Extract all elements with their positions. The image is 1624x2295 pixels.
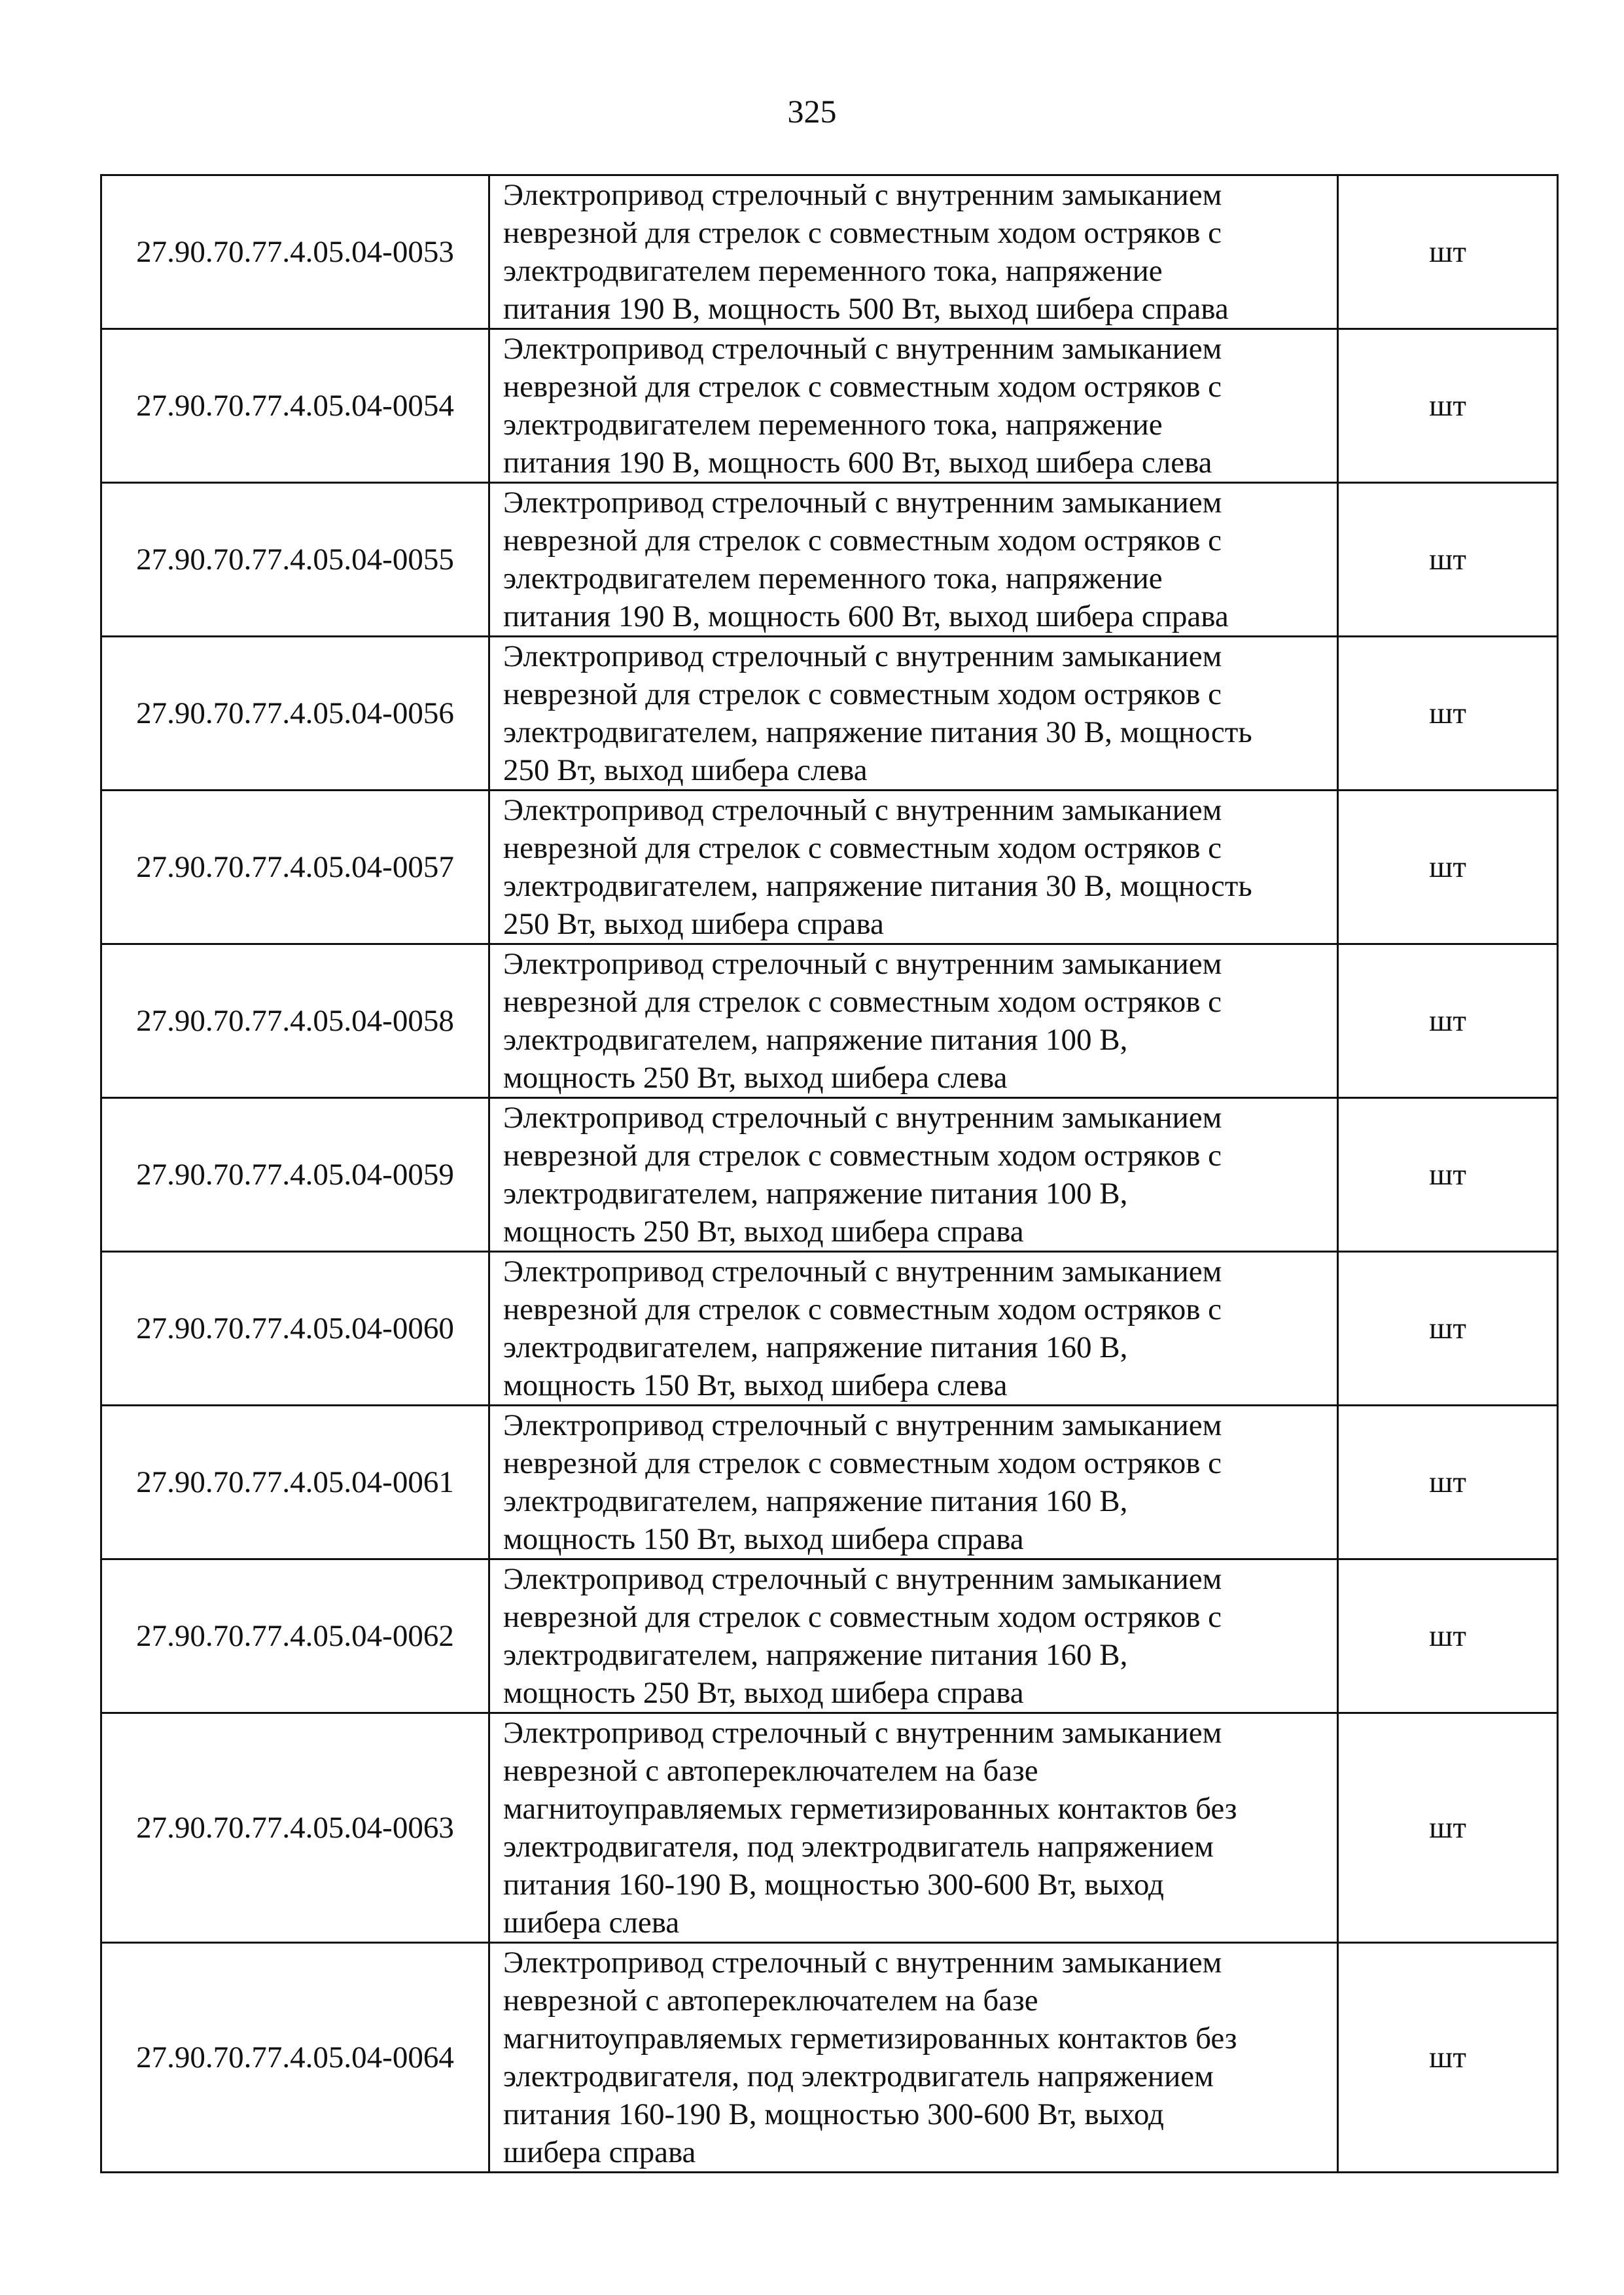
item-code-cell: 27.90.70.77.4.05.04-0054: [101, 329, 489, 483]
description-line: электродвигателем, напряжение питания 100 В,: [503, 1177, 1128, 1211]
description-line: неврезной с автопереключателем на базе: [503, 1984, 1038, 2018]
item-code-cell: 27.90.70.77.4.05.04-0061: [101, 1406, 489, 1559]
item-code-cell: 27.90.70.77.4.05.04-0063: [101, 1713, 489, 1943]
table-row: [101, 1943, 1558, 2173]
description-line: Электропривод стрелочный с внутренним замыканием: [503, 1408, 1222, 1442]
description-line: неврезной для стрелок с совместным ходом остряков с: [503, 216, 1222, 250]
item-code-cell: 27.90.70.77.4.05.04-0062: [101, 1559, 489, 1713]
item-code-cell: 27.90.70.77.4.05.04-0059: [101, 1098, 489, 1252]
description-line: электродвигателем, напряжение питания 30 В, мощность: [503, 869, 1252, 903]
item-description-cell: [489, 329, 1338, 483]
description-line: магнитоуправляемых герметизированных контактов без: [503, 2021, 1237, 2055]
description-line: электродвигателем, напряжение питания 160 В,: [503, 1330, 1128, 1364]
description-line: мощность 250 Вт, выход шибера справа: [503, 1215, 1024, 1249]
table-row: [101, 1252, 1558, 1406]
table-row: [101, 1559, 1558, 1713]
description-line: Электропривод стрелочный с внутренним замыканием: [503, 1562, 1222, 1596]
table-row: [101, 637, 1558, 791]
unit-cell: шт: [1338, 1098, 1558, 1252]
description-line: Электропривод стрелочный с внутренним замыканием: [503, 639, 1222, 673]
item-code-cell: 27.90.70.77.4.05.04-0053: [101, 175, 489, 329]
item-code-cell: 27.90.70.77.4.05.04-0057: [101, 791, 489, 944]
description-line: неврезной для стрелок с совместным ходом остряков с: [503, 1446, 1222, 1480]
unit-cell: шт: [1338, 1559, 1558, 1713]
description-line: Электропривод стрелочный с внутренним замыканием: [503, 793, 1222, 827]
description-line: неврезной для стрелок с совместным ходом остряков с: [503, 370, 1222, 404]
unit-cell: шт: [1338, 1713, 1558, 1943]
description-line: электродвигателем, напряжение питания 30 В, мощность: [503, 715, 1252, 749]
item-description-cell: [489, 483, 1338, 637]
description-line: неврезной для стрелок с совместным ходом остряков с: [503, 1600, 1222, 1634]
description-line: питания 190 В, мощность 600 Вт, выход шибера слева: [503, 446, 1212, 480]
description-line: Электропривод стрелочный с внутренним замыканием: [503, 1946, 1222, 1980]
description-line: электродвигателя, под электродвигатель напряжением: [503, 1830, 1214, 1864]
item-description-cell: [489, 1713, 1338, 1943]
description-line: мощность 150 Вт, выход шибера слева: [503, 1368, 1008, 1402]
description-line: неврезной для стрелок с совместным ходом остряков с: [503, 524, 1222, 558]
item-description-cell: [489, 1252, 1338, 1406]
description-line: электродвигателем, напряжение питания 160 В,: [503, 1484, 1128, 1518]
item-code-cell: 27.90.70.77.4.05.04-0058: [101, 944, 489, 1098]
page-number: 325: [787, 93, 837, 130]
description-line: шибера слева: [503, 1906, 680, 1940]
description-line: питания 160-190 В, мощностью 300-600 Вт, выход: [503, 1868, 1164, 1902]
item-description-cell: [489, 944, 1338, 1098]
description-line: Электропривод стрелочный с внутренним замыканием: [503, 1101, 1222, 1135]
item-description-cell: [489, 1559, 1338, 1713]
description-line: Электропривод стрелочный с внутренним замыканием: [503, 947, 1222, 981]
description-line: неврезной для стрелок с совместным ходом остряков с: [503, 831, 1222, 865]
table-row: [101, 791, 1558, 944]
unit-cell: шт: [1338, 1252, 1558, 1406]
item-code-cell: 27.90.70.77.4.05.04-0056: [101, 637, 489, 791]
description-line: 250 Вт, выход шибера слева: [503, 753, 868, 787]
description-line: Электропривод стрелочный с внутренним замыканием: [503, 1254, 1222, 1289]
unit-cell: шт: [1338, 1406, 1558, 1559]
description-line: мощность 250 Вт, выход шибера слева: [503, 1061, 1008, 1095]
description-line: электродвигателем, напряжение питания 160 В,: [503, 1638, 1128, 1672]
description-line: электродвигателя, под электродвигатель напряжением: [503, 2059, 1214, 2093]
table-row: [101, 175, 1558, 329]
unit-cell: шт: [1338, 637, 1558, 791]
equipment-table: [100, 174, 1559, 2173]
table-row: [101, 329, 1558, 483]
unit-cell: шт: [1338, 175, 1558, 329]
description-line: неврезной для стрелок с совместным ходом остряков с: [503, 677, 1222, 711]
table-row: [101, 483, 1558, 637]
description-line: магнитоуправляемых герметизированных контактов без: [503, 1792, 1237, 1826]
description-line: неврезной для стрелок с совместным ходом остряков с: [503, 1292, 1222, 1326]
description-line: 250 Вт, выход шибера справа: [503, 907, 884, 941]
description-line: мощность 150 Вт, выход шибера справа: [503, 1522, 1024, 1556]
item-code-cell: 27.90.70.77.4.05.04-0055: [101, 483, 489, 637]
item-code-cell: 27.90.70.77.4.05.04-0064: [101, 1943, 489, 2173]
table-row: [101, 944, 1558, 1098]
description-line: Электропривод стрелочный с внутренним замыканием: [503, 486, 1222, 520]
description-line: неврезной с автопереключателем на базе: [503, 1754, 1038, 1788]
item-description-cell: [489, 791, 1338, 944]
description-line: мощность 250 Вт, выход шибера справа: [503, 1676, 1024, 1710]
unit-cell: шт: [1338, 1943, 1558, 2173]
description-line: электродвигателем переменного тока, напряжение: [503, 408, 1163, 442]
table-row: [101, 1713, 1558, 1943]
unit-cell: шт: [1338, 329, 1558, 483]
unit-cell: шт: [1338, 944, 1558, 1098]
description-line: питания 160-190 В, мощностью 300-600 Вт, выход: [503, 2097, 1164, 2131]
table-row: [101, 1406, 1558, 1559]
description-line: Электропривод стрелочный с внутренним замыканием: [503, 178, 1222, 212]
description-line: питания 190 В, мощность 600 Вт, выход шибера справа: [503, 599, 1229, 633]
description-line: шибера справа: [503, 2135, 696, 2169]
item-description-cell: [489, 1098, 1338, 1252]
unit-cell: шт: [1338, 483, 1558, 637]
item-description-cell: [489, 637, 1338, 791]
item-code-cell: 27.90.70.77.4.05.04-0060: [101, 1252, 489, 1406]
description-line: питания 190 В, мощность 500 Вт, выход шибера справа: [503, 292, 1229, 326]
item-description-cell: [489, 175, 1338, 329]
item-description-cell: [489, 1943, 1338, 2173]
table-body: [101, 175, 1558, 2173]
description-line: Электропривод стрелочный с внутренним замыканием: [503, 332, 1222, 366]
table-row: [101, 1098, 1558, 1252]
description-line: Электропривод стрелочный с внутренним замыканием: [503, 1716, 1222, 1750]
description-line: неврезной для стрелок с совместным ходом остряков с: [503, 1139, 1222, 1173]
description-line: электродвигателем, напряжение питания 100 В,: [503, 1023, 1128, 1057]
unit-cell: шт: [1338, 791, 1558, 944]
item-description-cell: [489, 1406, 1338, 1559]
description-line: неврезной для стрелок с совместным ходом остряков с: [503, 985, 1222, 1019]
description-line: электродвигателем переменного тока, напряжение: [503, 561, 1163, 596]
description-line: электродвигателем переменного тока, напряжение: [503, 254, 1163, 288]
